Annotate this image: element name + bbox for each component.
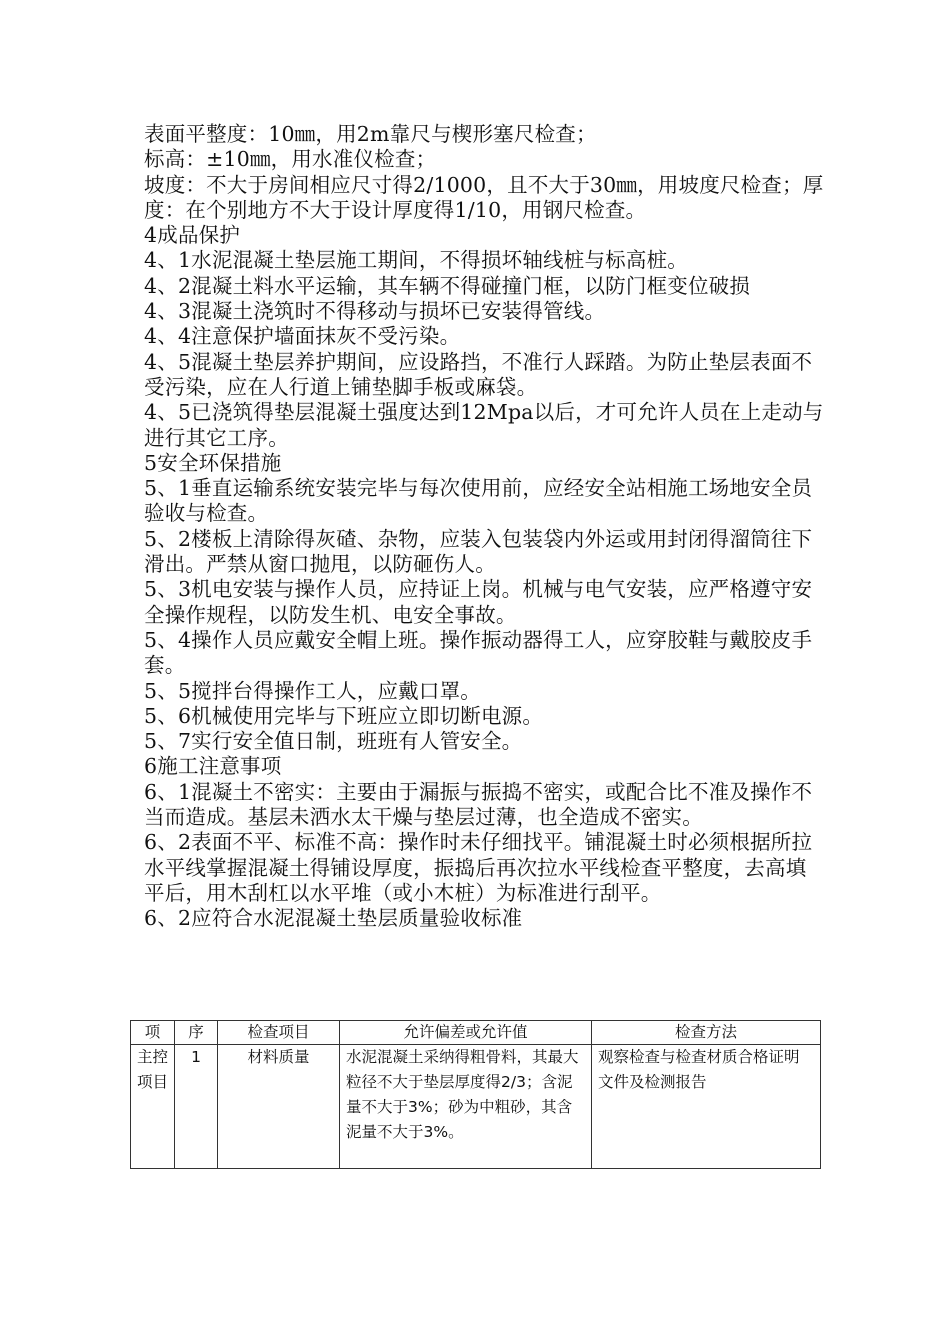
- paragraph-slope-thickness: 坡度：不大于房间相应尺寸得2/1000，且不大于30㎜，用坡度尺检查；厚度：在个别地方不大于设计厚度得1/10，用钢尺检查。: [144, 172, 824, 222]
- paragraph-5-1: 5、1垂直运输系统安装完毕与每次使用前，应经安全站相施工场地安全员验收与检查。: [144, 476, 813, 526]
- paragraph-4-5a: 4、5混凝土垫层养护期间，应设路挡，不准行人踩踏。为防止垫层表面不受污染，应在人行道上铺垫脚手板或麻袋。: [144, 349, 813, 399]
- cell-method: 观察检查与检查材质合格证明文件及检测报告: [592, 1045, 821, 1169]
- quality-acceptance-table: [130, 1020, 821, 1169]
- header-check-item: 检查项目: [218, 1021, 340, 1045]
- table-header-row: [131, 1021, 821, 1045]
- heading-safety-environment: 5安全环保措施: [144, 450, 282, 475]
- paragraph-6-2a: 6、2表面不平、标准不高：操作时未仔细找平。铺混凝土时必须根据所拉水平线掌握混凝土得铺设厚度，振捣后再次拉水平线检查平整度，去高填平后，用木刮杠以水平堆（或小木桩）为标准进行刮平。: [144, 830, 813, 905]
- paragraph-4-4: 4、4注意保护墙面抹灰不受污染。: [144, 324, 461, 349]
- document-body: [144, 122, 824, 932]
- paragraph-4-1: 4、1水泥混凝土垫层施工期间，不得损坏轴线桩与标高桩。: [144, 248, 688, 273]
- paragraph-5-3: 5、3机电安装与操作人员，应持证上岗。机械与电气安装，应严格遵守安全操作规程，以防发生机、电安全事故。: [144, 577, 813, 627]
- header-method: 检查方法: [592, 1021, 821, 1045]
- paragraph-5-5: 5、5搅拌台得操作工人，应戴口罩。: [144, 678, 481, 703]
- paragraph-5-2: 5、2楼板上清除得灰碴、杂物，应装入包装袋内外运或用封闭得溜筒往下滑出。严禁从窗口抛甩，以防砸伤人。: [144, 526, 813, 577]
- paragraph-4-3: 4、3混凝土浇筑时不得移动与损坏已安装得管线。: [144, 299, 606, 324]
- paragraph-flatness: 表面平整度：10㎜，用2m靠尺与楔形塞尺检查；: [144, 122, 597, 146]
- header-seq: 序: [175, 1021, 218, 1045]
- paragraph-4-5b: 4、5已浇筑得垫层混凝土强度达到12Mpa以后，才可允许人员在上走动与进行其它工序。: [144, 400, 824, 450]
- paragraph-elevation: 标高：±10㎜，用水准仪检查；: [144, 147, 437, 172]
- cell-item: 主控项目: [131, 1045, 175, 1169]
- header-allowance: 允许偏差或允许值: [340, 1021, 592, 1045]
- paragraph-5-6: 5、6机械使用完毕与下班应立即切断电源。: [144, 703, 544, 728]
- table-row: [131, 1045, 821, 1169]
- paragraph-5-4: 5、4操作人员应戴安全帽上班。操作振动器得工人，应穿胶鞋与戴胶皮手套。: [144, 627, 813, 678]
- heading-construction-notes: 6施工注意事项: [144, 754, 282, 779]
- paragraph-6-2b: 6、2应符合水泥混凝土垫层质量验收标准: [144, 906, 523, 931]
- paragraph-4-2: 4、2混凝土料水平运输，其车辆不得碰撞门框，以防门框变位破损: [144, 273, 751, 298]
- header-item: 项: [131, 1021, 175, 1045]
- cell-check-item: 材料质量: [218, 1045, 340, 1169]
- cell-allowance: 水泥混凝土采纳得粗骨料，其最大粒径不大于垫层厚度得2/3；含泥量不大于3%；砂为中粗砂，其含泥量不大于3%。: [340, 1045, 592, 1169]
- paragraph-5-7: 5、7实行安全值日制，班班有人管安全。: [144, 729, 523, 754]
- paragraph-6-1: 6、1混凝土不密实：主要由于漏振与振捣不密实，或配合比不准及操作不当而造成。基层未洒水太干燥与垫层过薄，也全造成不密实。: [144, 779, 813, 830]
- cell-seq: 1: [175, 1045, 218, 1169]
- heading-product-protection: 4成品保护: [144, 223, 241, 248]
